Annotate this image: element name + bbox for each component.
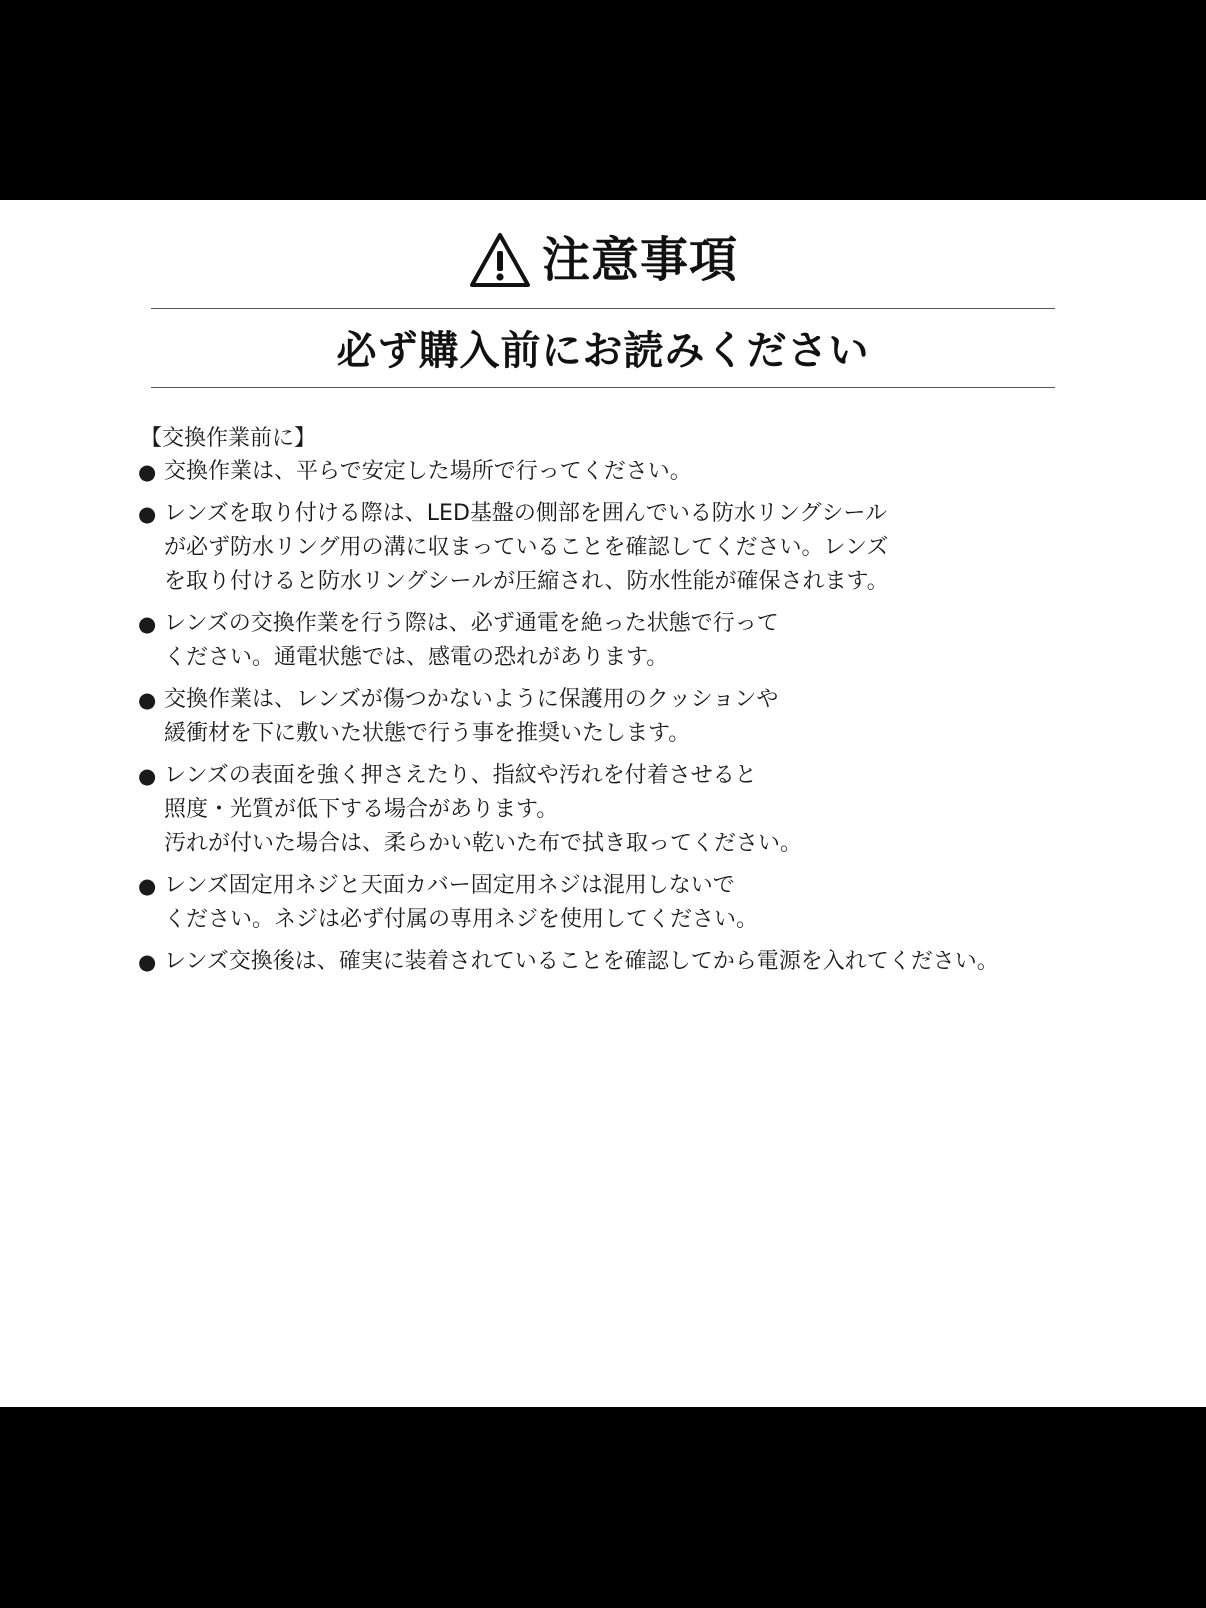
list-item	[138, 869, 1078, 937]
notice-content	[138, 422, 1078, 987]
list-item-line: 照度・光質が低下する場合があります。	[164, 797, 559, 822]
list-item-line: 緩衝材を下に敷いた状態で行う事を推奨いたします。	[164, 721, 691, 746]
page-subtitle: 必ず購入前にお読みください	[336, 328, 870, 374]
list-item-text	[164, 683, 778, 751]
list-item-line: が必ず防水リング用の溝に収まっていることを確認してください。レンズ	[164, 535, 889, 560]
list-item	[138, 759, 1078, 861]
list-item	[138, 683, 1078, 751]
bullet-icon: ●	[138, 874, 157, 898]
list-item-text	[164, 607, 779, 675]
bullet-icon: ●	[138, 502, 157, 526]
divider-top	[151, 308, 1055, 309]
list-item-text	[164, 945, 999, 979]
list-item-line: レンズを取り付ける際は、LED基盤の側部を囲んでいる防水リングシール	[164, 501, 888, 526]
list-item-line: レンズの表面を強く押さえたり、指紋や汚れを付着させると	[164, 763, 757, 788]
list-item-line: レンズの交換作業を行う際は、必ず通電を絶った状態で行って	[164, 611, 779, 636]
list-item-text	[164, 455, 692, 489]
list-item-line: ください。通電状態では、感電の恐れがあります。	[164, 645, 669, 670]
list-item	[138, 945, 1078, 979]
warning-triangle-icon	[468, 231, 532, 289]
bullet-icon: ●	[138, 950, 157, 974]
divider-bottom	[151, 387, 1055, 388]
list-item-text	[164, 869, 758, 937]
title-row	[0, 230, 1206, 290]
bullet-icon: ●	[138, 688, 157, 712]
list-item-line: 交換作業は、レンズが傷つかないように保護用のクッションや	[164, 687, 779, 712]
list-item-line: レンズ固定用ネジと天面カバー固定用ネジは混用しないで	[164, 873, 735, 898]
list-item-line: ください。ネジは必ず付属の専用ネジを使用してください。	[164, 907, 759, 932]
bullet-icon: ●	[138, 460, 157, 484]
list-item-line: 汚れが付いた場合は、柔らかい乾いた布で拭き取ってください。	[164, 831, 803, 856]
list-item-text	[164, 759, 802, 861]
list-item-text	[164, 497, 889, 599]
list-item	[138, 607, 1078, 675]
list-item-line: レンズ交換後は、確実に装着されていることを確認してから電源を入れてください。	[164, 949, 999, 974]
bullet-icon: ●	[138, 612, 157, 636]
list-item-line: 交換作業は、平らで安定した場所で行ってください。	[164, 459, 692, 484]
bullet-icon: ●	[138, 764, 157, 788]
page-title: 注意事項	[541, 232, 738, 288]
list-item-line: を取り付けると防水リングシールが圧縮され、防水性能が確保されます。	[164, 569, 889, 594]
notice-page	[0, 200, 1206, 1407]
list-item	[138, 497, 1078, 599]
notice-list	[138, 455, 1078, 979]
list-item	[138, 455, 1078, 489]
section-heading: 【交換作業前に】	[140, 426, 317, 451]
